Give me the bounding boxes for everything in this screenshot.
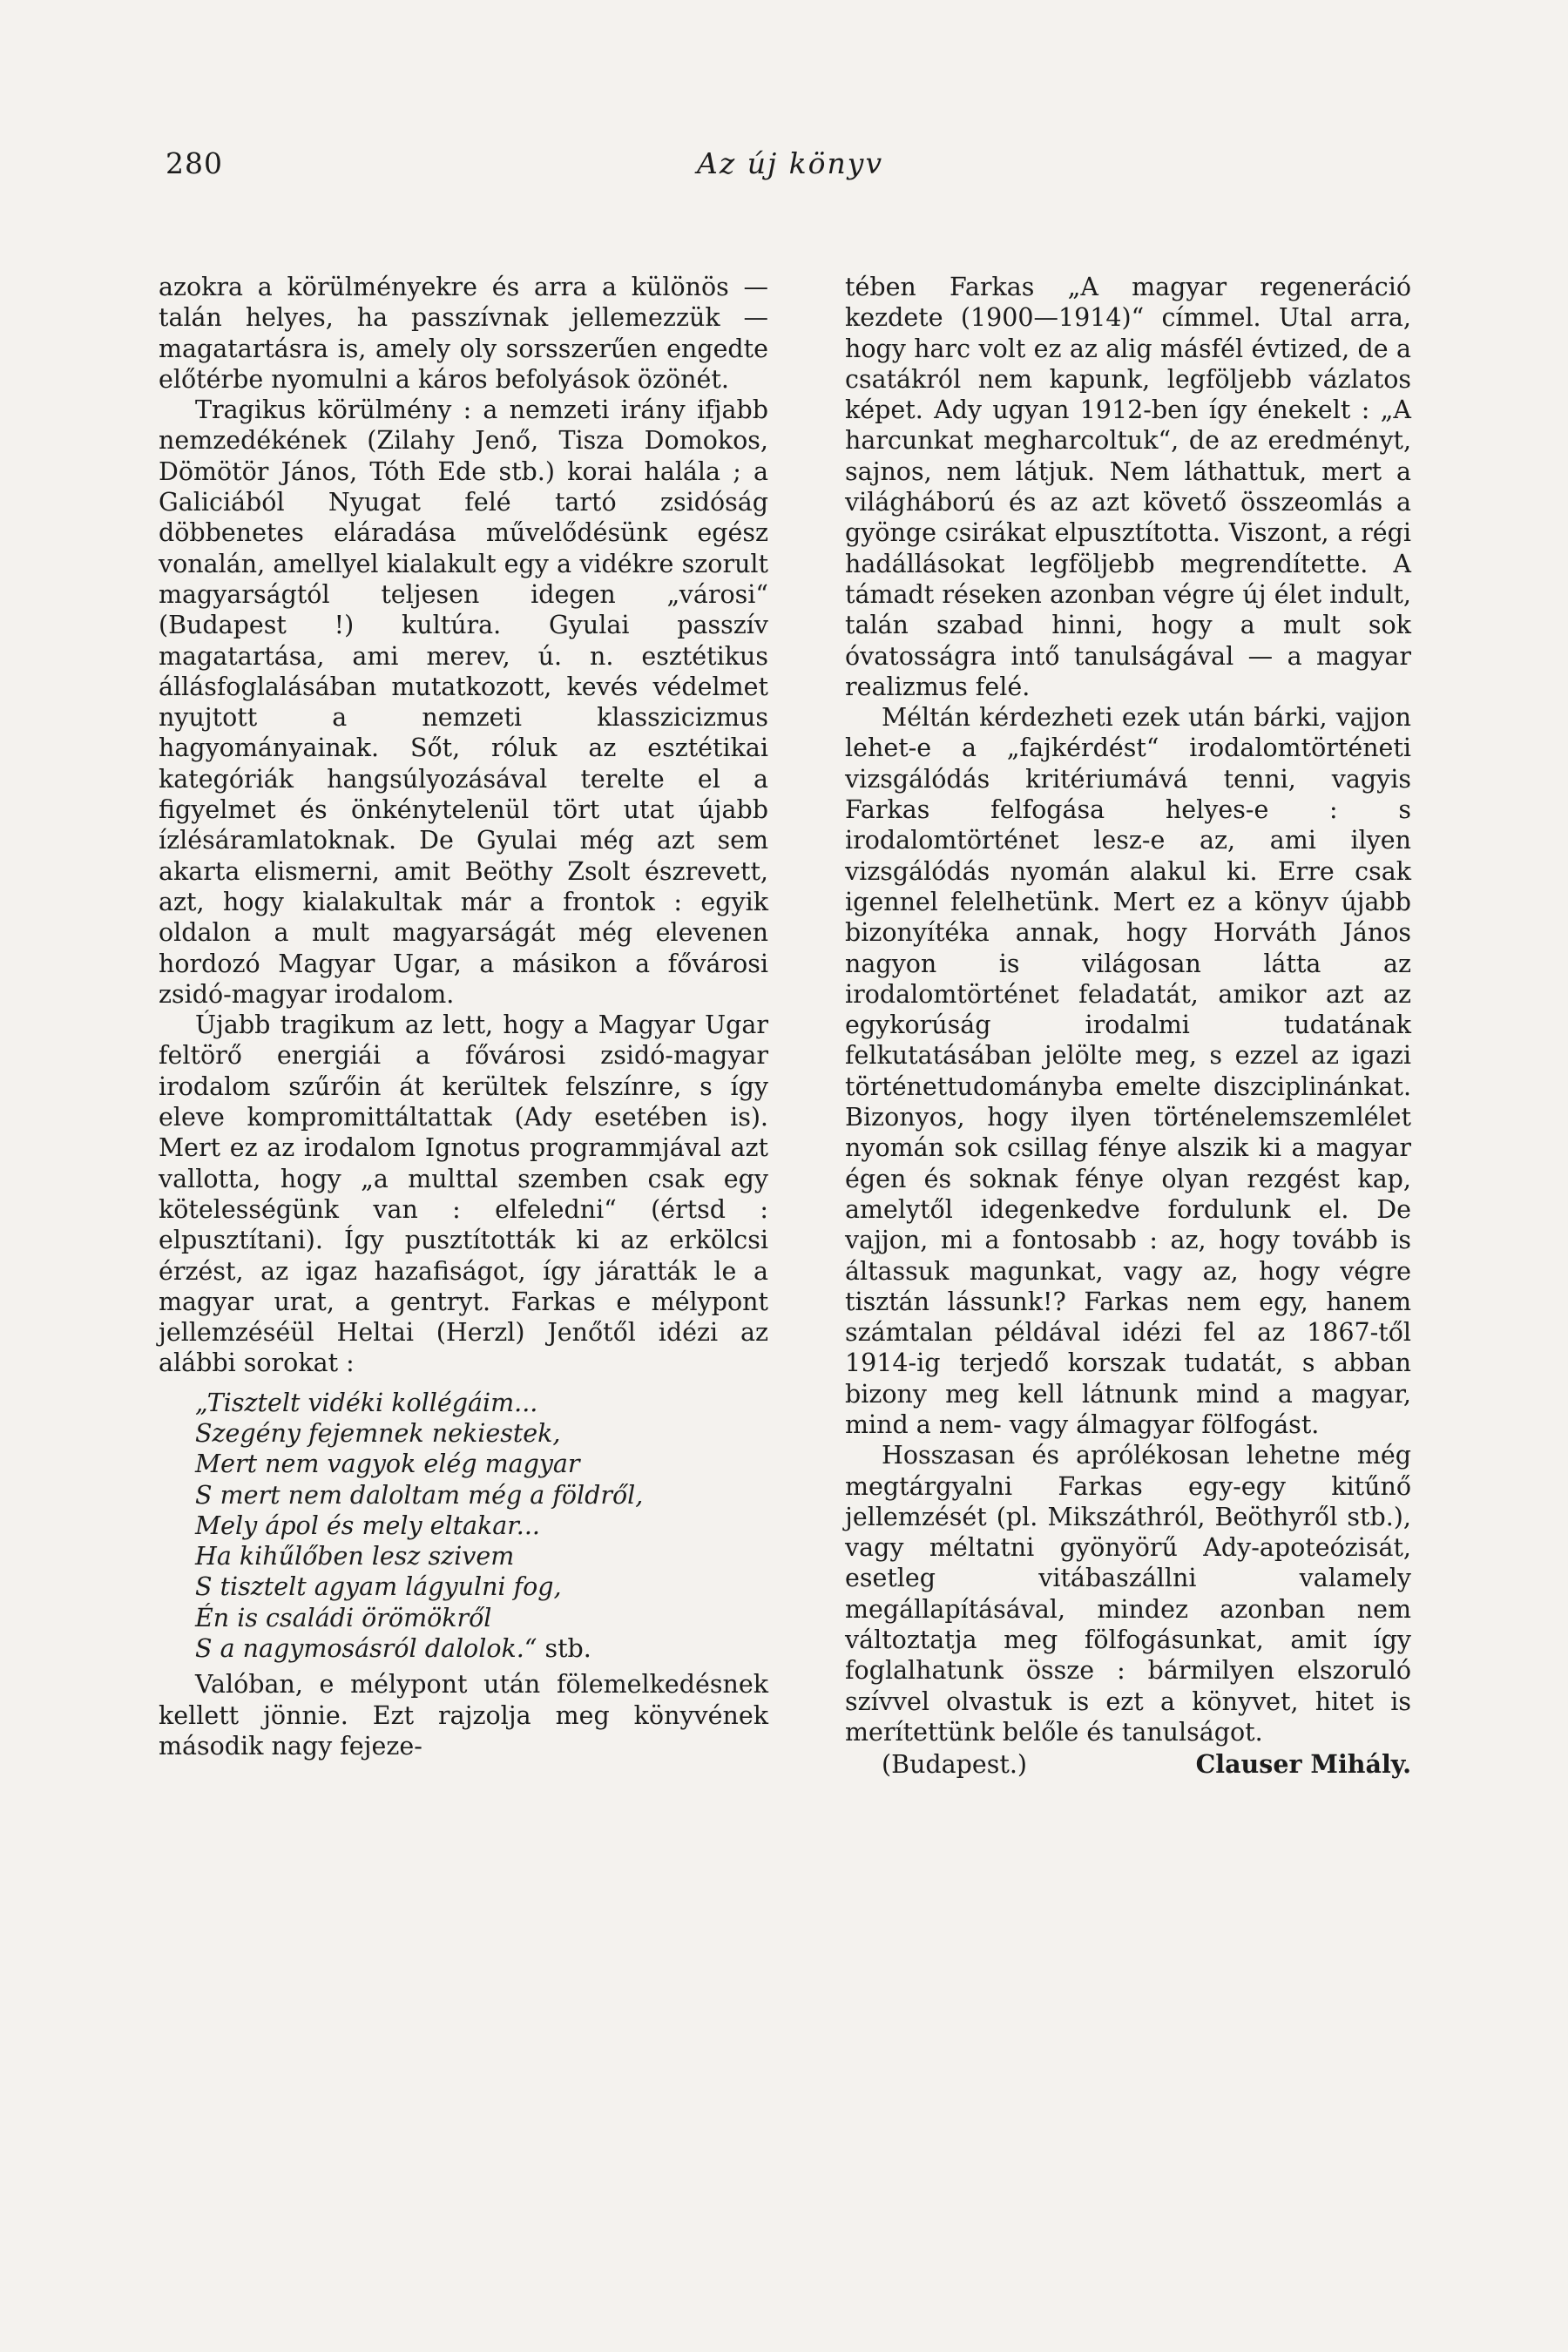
poem-line: Mely ápol és mely eltakar... bbox=[195, 1511, 540, 1540]
right-column bbox=[845, 272, 1411, 1781]
poem-line: Ha kihűlőben lesz szivem bbox=[195, 1542, 515, 1571]
paragraph-right-2: Méltán kérdezheti ezek után bárki, vajjon lehet-e a „fajkérdést“ irodalomtörténeti vizsgálódás kritériumává tenni, vagyis Farkas felfogása helyes-e : s irodalomtörténet lesz-e az, ami ilyen vizsgálódás nyomán alakul ki. Erre csak igennel felelhetünk. Mert ez a könyv újabb bizonyítéka annak, hogy Horváth János nagyon is világosan látta az irodalomtörténet feladatát, amikor azt az egykorúság irodalmi tudatának felkutatásában jelölte meg, s ezzel az igazi történettudományba emelte diszciplinánkat. Bizonyos, hogy ilyen történelemszemlélet nyomán sok csillag fénye alszik ki a magyar égen és soknak fénye olyan rezgést kap, amelytől idegenkedve fordulunk el. De vajjon, mi a fontosabb : az, hogy tovább is áltassuk magunkat, vagy az, hogy végre tisztán lássunk!? Farkas nem egy, hanem számtalan példával idézi fel az 1867-től 1914-ig terjedő korszak tudatát, s abban bizony meg kell látnunk mind a magyar, mind a nem- vagy álmagyar fölfogást. bbox=[845, 703, 1411, 1439]
poem-line: „Tisztelt vidéki kollégáim... bbox=[195, 1388, 538, 1417]
poem-line: S tisztelt agyam lágyulni fog, bbox=[195, 1572, 562, 1602]
paragraph-left-1: azokra a körülményekre és arra a különös — talán helyes, ha passzívnak jellemezzük — magatartásra is, amely oly sorsszerűen engedte előtérbe nyomulni a káros befolyások özönét. bbox=[159, 273, 768, 394]
signature-line bbox=[845, 1749, 1411, 1780]
paragraph-left-3: Újabb tragikum az lett, hogy a Magyar Ugar feltörő energiái a fővárosi zsidó-magyar irodalom szűrőin át kerültek felszínre, s így eleve kompromittáltattak (Ady esetében is). Mert ez az irodalom Ignotus programmjával azt vallotta, hogy „a multtal szemben csak egy kötelességünk van : elfeledni“ (értsd : elpusztítani). Így pusztították ki az erkölcsi érzést, az igaz hazafiságot, így járatták le a magyar urat, a gentryt. Farkas e mélypont jellemzéséül Heltai (Herzl) Jenőtől idézi az alábbi sorokat : bbox=[159, 1010, 768, 1378]
poem-line-last bbox=[195, 1633, 768, 1664]
paragraph-right-3: Hosszasan és aprólékosan lehetne még megtárgyalni Farkas egy-egy kitűnő jellemzését (pl. Mikszáthról, Beöthyről stb.), vagy méltatni gyönyörű Ady-apoteózisát, esetleg vitábaszállni valamely megállapításával, mindez azonban nem változtatja meg fölfogásunkat, amit így foglalhatunk össze : bármilyen elszoruló szívvel olvastuk is ezt a könyvet, hitet is merítettünk belőle és tanulságot. bbox=[845, 1441, 1411, 1747]
poem-line: S a nagymosásról dalolok.“ bbox=[195, 1634, 537, 1664]
poem-line: Szegény fejemnek nekiestek, bbox=[195, 1418, 561, 1448]
page-number: 280 bbox=[166, 146, 223, 180]
left-column bbox=[159, 272, 768, 1761]
paragraph-right-1: tében Farkas „A magyar regeneráció kezdete (1900—1914)“ címmel. Utal arra, hogy harc volt ez az alig másfél évtized, de a csatákról nem kapunk, legföljebb vázlatos képet. Ady ugyan 1912-ben így énekelt : „A harcunkat megharcoltuk“, de az eredményt, sajnos, nem látjuk. Nem láthattuk, mert a világháború és az azt követő összeomlás a gyönge csirákat elpusztította. Viszont, a régi hadállásokat legföljebb megrendítette. A támadt réseken azonban végre új élet indult, talán szabad hinni, hogy a mult sok óvatosságra intő tanulságával — a magyar realizmus felé. bbox=[845, 273, 1411, 701]
running-title: Az új könyv bbox=[697, 146, 884, 180]
place: (Budapest.) bbox=[882, 1750, 1028, 1780]
paragraph-left-2: Tragikus körülmény : a nemzeti irány ifjabb nemzedékének (Zilahy Jenő, Tisza Domokos, Dömötör János, Tóth Ede stb.) korai halála ; a Galiciából Nyugat felé tartó zsidóság döbbenetes eláradása művelődésünk egész vonalán, amellyel kialakult egy a vidékre szorult magyarságtól teljesen idegen „városi“ (Budapest !) kultúra. Gyulai passzív magatartása, ami merev, ú. n. esztétikus állásfoglalásában mutatkozott, kevés védelmet nyujtott a nemzeti klasszicizmus hagyományainak. Sőt, róluk az esztétikai kategóriák hangsúlyozásával terelte el a figyelmet és önkénytelenül tört utat újabb ízlésáramlatoknak. De Gyulai még azt sem akarta elismerni, amit Beöthy Zsolt észrevett, azt, hogy kialakultak már a frontok : egyik oldalon a mult magyarságát még elevenen hordozó Magyar Ugar, a másikon a fővárosi zsidó-magyar irodalom. bbox=[159, 395, 768, 1009]
poem-quote bbox=[195, 1388, 768, 1665]
poem-line: S mert nem daloltam még a földről, bbox=[195, 1480, 644, 1510]
poem-line: Én is családi örömökről bbox=[195, 1603, 492, 1632]
poem-line: Mert nem vagyok elég magyar bbox=[195, 1450, 580, 1479]
paragraph-left-4: Valóban, e mélypont után fölemelkedésnek kellett jönnie. Ezt rajzolja meg könyvének második nagy fejeze- bbox=[159, 1670, 768, 1761]
author-signature: Clauser Mihály. bbox=[1195, 1749, 1411, 1780]
poem-tail: stb. bbox=[537, 1634, 591, 1664]
